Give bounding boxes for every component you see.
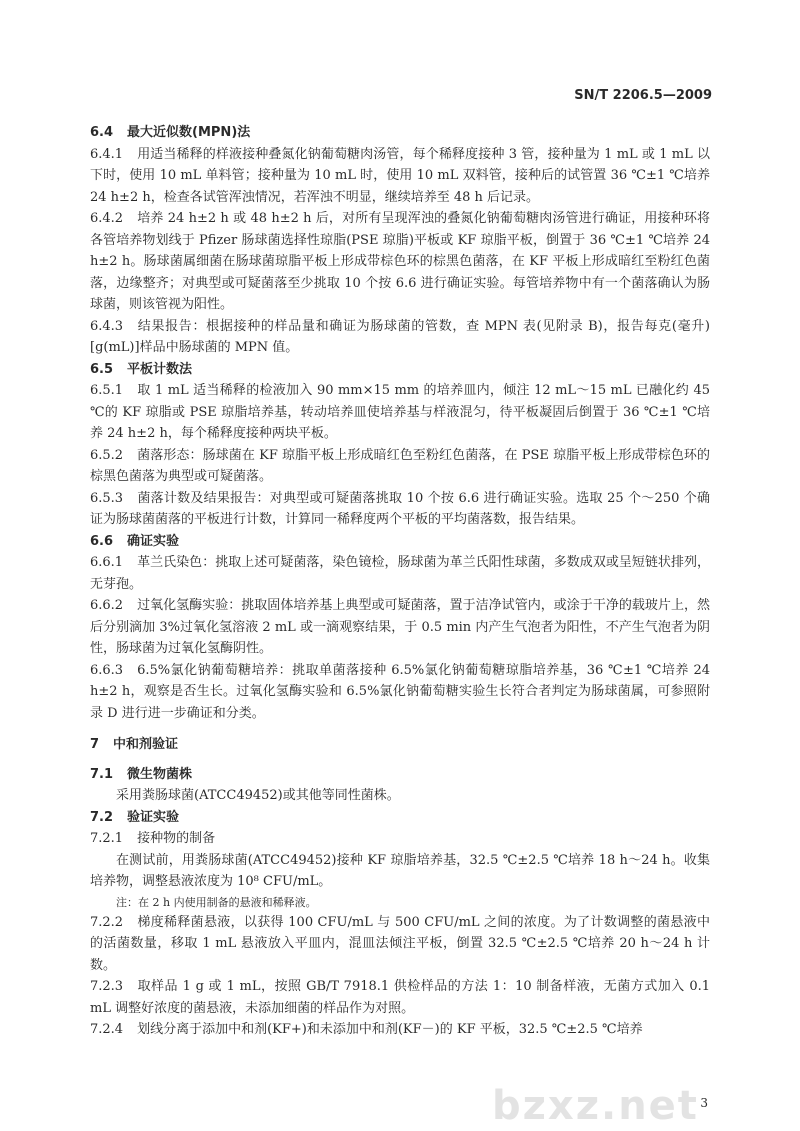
section-title: 微生物菌株 [127,766,193,782]
clause-number: 6.5.2 [90,447,124,463]
clause-6-6-2 [90,595,710,660]
clause-number: 6.6.3 [90,662,124,678]
clause-7-2-3 [90,976,710,1019]
clause-text: 菌落计数及结果报告：对典型或可疑菌落挑取 10 个按 6.6 进行确证实验。选取 25 个～250 个确证为肠球菌菌落的平板进行计数，计算同一稀释度两个平板的平均菌落数，报告结果。 [90,490,710,527]
section-heading-6-4 [90,122,710,144]
subsection-title: 接种物的制备 [137,831,216,846]
chapter-title: 中和剂验证 [113,737,179,752]
clause-text: 划线分离于添加中和剂(KF+)和未添加中和剂(KF－)的 KF 平板，32.5 ℃±2.5 ℃培养 [137,1022,643,1037]
clause-6-6-3 [90,660,710,725]
clause-6-5-3 [90,488,710,531]
section-title: 平板计数法 [127,361,193,377]
clause-number: 6.4.1 [90,146,124,162]
section-number: 6.5 [90,361,114,377]
clause-7-2-2 [90,912,710,977]
clause-6-4-3 [90,316,710,359]
clause-6-6-1 [90,552,710,595]
clause-number: 6.5.3 [90,490,124,506]
clause-text: 结果报告：根据接种的样品量和确证为肠球菌的管数，查 MPN 表(见附录 B)，报告每克(毫升)[g(mL)]样品中肠球菌的 MPN 值。 [90,318,710,355]
section-number: 6.4 [90,125,114,140]
section-heading-6-6 [90,531,710,553]
clause-number: 6.4.2 [90,211,124,226]
clause-number: 7.2.3 [90,979,124,994]
clause-7-2-1-text: 在测试前，用粪肠球菌(ATCC49452)接种 KF 琼脂培养基，32.5 ℃±2.5 ℃培养 18 h～24 h。收集培养物，调整悬液浓度为 10⁸ CFU/mL。 [90,852,710,889]
section-heading-7-1 [90,764,710,786]
clause-text: 用适当稀释的样液接种叠氮化钠葡萄糖肉汤管，每个稀释度接种 3 管，接种量为 1 mL 或 1 mL 以下时，使用 10 mL 单料管；接种量为 10 mL 时，使用 10 mL 双料管，接种后的试管置 36 ℃±1 ℃培养 24 h±2 h，检查各试管浑浊情况，若浑浊不明显，继续培养至 48 h 后记录。 [90,146,710,205]
clause-number: 6.6.1 [90,555,124,570]
clause-number: 6.5.1 [90,383,124,398]
section-title: 验证实验 [127,809,180,825]
clause-text: 梯度稀释菌悬液，以获得 100 CFU/mL 与 500 CFU/mL 之间的浓度。为了计数调整的菌悬液中的活菌数量，移取 1 mL 悬液放入平皿内，混皿法倾注平板，倒置 32.5 ℃±2.5 ℃培养 20 h～24 h 计数。 [90,914,710,973]
clause-6-5-1 [90,380,710,445]
document-body [90,122,710,1041]
section-heading-6-5 [90,359,710,381]
chapter-heading-7 [90,734,710,756]
clause-number: 6.4.3 [90,318,124,334]
clause-7-2-4 [90,1019,710,1041]
clause-number: 7.2.1 [90,831,124,846]
chapter-number: 7 [90,737,100,752]
note: 注：在 2 h 内使用制备的悬液和稀释液。 [116,895,317,909]
section-title: 确证实验 [127,533,180,549]
clause-text: 菌落形态：肠球菌在 KF 琼脂平板上形成暗红色至粉红色菌落，在 PSE 琼脂平板上形成带棕色环的棕黑色菌落为典型或可疑菌落。 [90,447,710,484]
clause-number: 7.2.2 [90,914,124,930]
standard-number: SN/T 2206.5—2009 [574,88,712,103]
page-number: 3 [700,1096,708,1110]
clause-6-5-2 [90,445,710,488]
clause-6-4-1 [90,144,710,209]
section-number: 7.1 [90,766,114,782]
section-number: 7.2 [90,809,114,825]
clause-6-4-2 [90,208,710,316]
clause-text: 取样品 1 g 或 1 mL，按照 GB/T 7918.1 供检样品的方法 1：10 制备样液，无菌方式加入 0.1 mL 调整好浓度的菌悬液，未添加细菌的样品作为对照。 [90,979,710,1016]
watermark: bzxz.net [492,1083,699,1129]
section-heading-7-2 [90,807,710,829]
clause-text: 革兰氏染色：挑取上述可疑菌落，染色镜检，肠球菌为革兰氏阳性球菌，多数成双或呈短链状排列，无芽孢。 [90,555,710,592]
clause-text: 6.5%氯化钠葡萄糖培养：挑取单菌落接种 6.5%氯化钠葡萄糖琼脂培养基，36 ℃±1 ℃培养 24 h±2 h，观察是否生长。过氧化氢酶实验和 6.5%氯化钠葡萄糖实验生长符合者判定为肠球菌属，可参照附录 D 进行进一步确证和分类。 [90,662,710,721]
clause-text: 过氧化氢酶实验：挑取固体培养基上典型或可疑菌落，置于洁净试管内，或涂于干净的载玻片上，然后分别滴加 3%过氧化氢溶液 2 mL 或一滴观察结果，于 0.5 min 内产生气泡者为阳性，不产生气泡者为阴性，肠球菌为过氧化氢酶阴性。 [90,598,710,656]
clause-number: 6.6.2 [90,598,124,613]
clause-7-1-text: 采用粪肠球菌(ATCC49452)或其他等同性菌株。 [116,788,400,803]
subsection-heading-7-2-1 [90,828,710,850]
clause-text: 取 1 mL 适当稀释的检液加入 90 mm×15 mm 的培养皿内，倾注 12 mL～15 mL 已融化约 45 ℃的 KF 琼脂或 PSE 琼脂培养基，转动培养皿使培养基与样液混匀，待平板凝固后倒置于 36 ℃±1 ℃培养 24 h±2 h，每个稀释度接种两块平板。 [90,383,710,441]
clause-number: 7.2.4 [90,1022,124,1037]
section-title: 最大近似数(MPN)法 [127,125,251,140]
section-number: 6.6 [90,533,114,549]
clause-text: 培养 24 h±2 h 或 48 h±2 h 后，对所有呈现浑浊的叠氮化钠葡萄糖肉汤管进行确证，用接种环将各管培养物划线于 Pfizer 肠球菌选择性琼脂(PSE 琼脂)平板或 KF 琼脂平板，倒置于 36 ℃±1 ℃培养 24 h±2 h。肠球菌属细菌在肠球菌琼脂平板上形成带棕色环的棕黑色菌落，在 KF 平板上形成暗红至粉红色菌落，边缘整齐；对典型或可疑菌落至少挑取 10 个按 6.6 进行确证实验。每管培养物中有一个菌落确认为肠球菌，则该管视为阳性。 [90,211,710,312]
